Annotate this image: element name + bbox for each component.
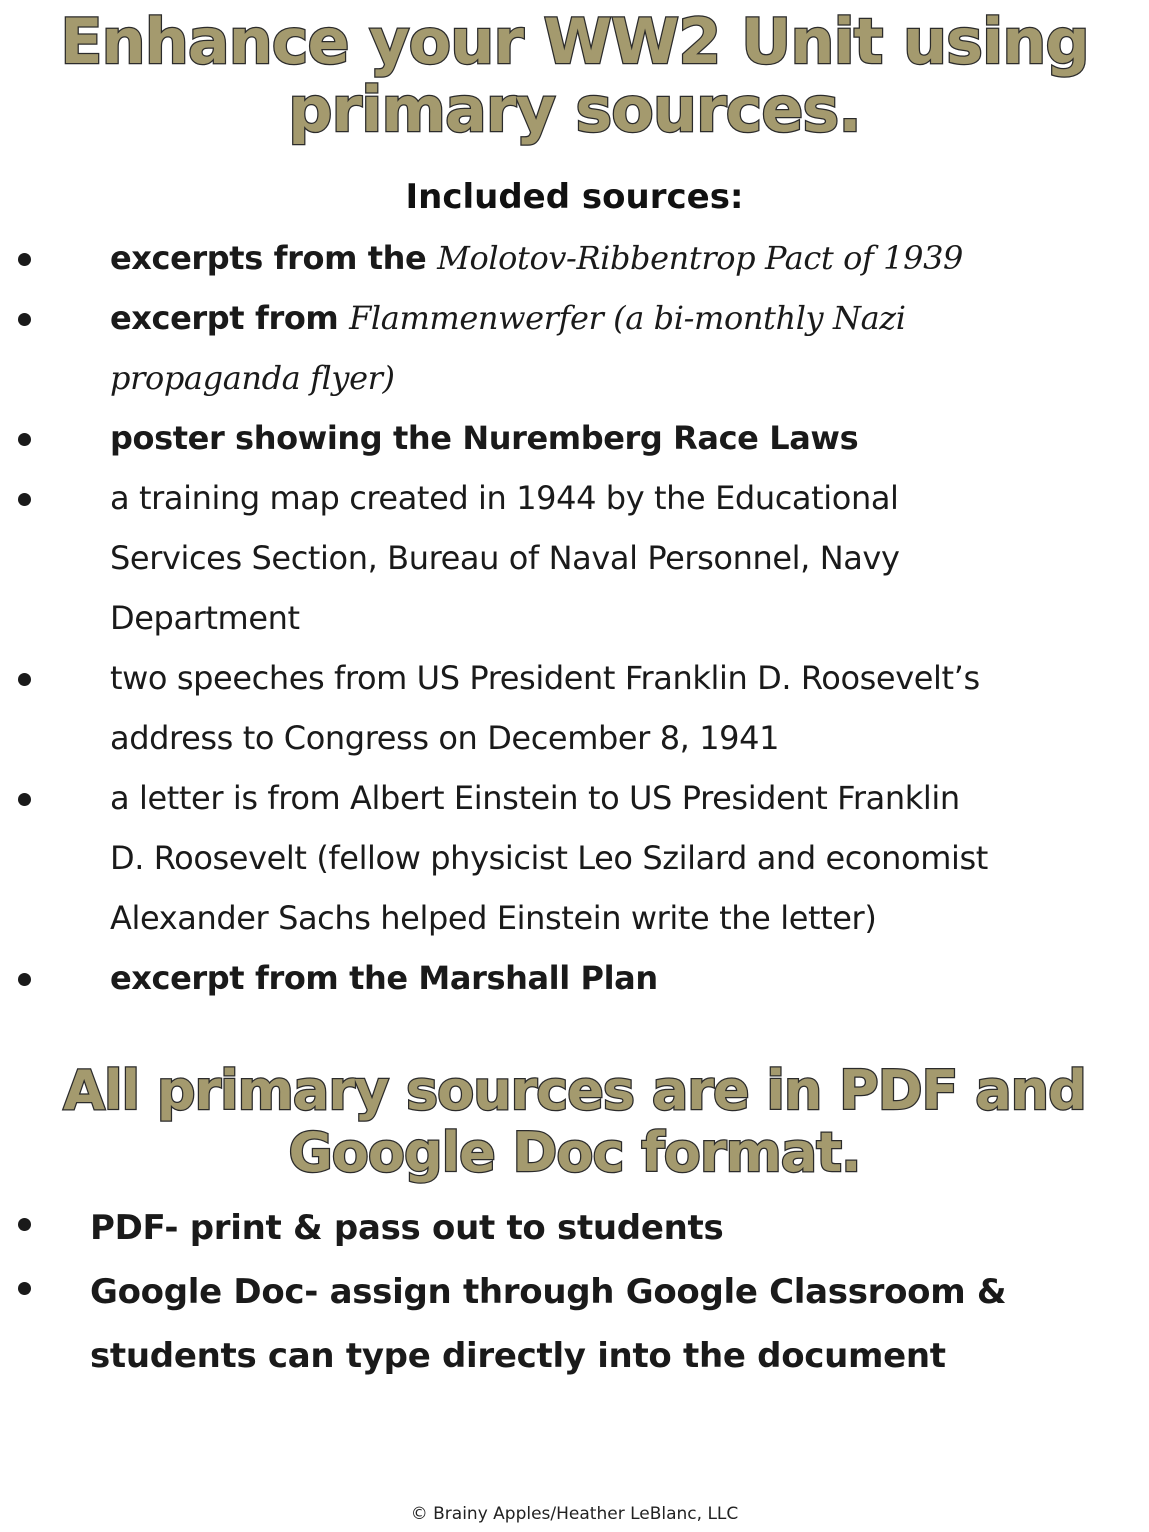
list-item-text: Department	[110, 599, 300, 637]
format-heading-line-2: Google Doc format.	[288, 1121, 861, 1184]
included-sources-heading: Included sources:	[405, 177, 744, 217]
list-item-text: a training map created in 1944 by the Educational	[110, 479, 899, 517]
copyright-footer: © Brainy Apples/Heather LeBlanc, LLC	[410, 1504, 739, 1524]
list-item	[110, 648, 1135, 768]
list-item	[110, 288, 1135, 408]
list-item	[110, 228, 1135, 288]
title-line-2: primary sources.	[288, 73, 861, 146]
sources-list	[110, 228, 1135, 1008]
list-item-text: Alexander Sachs helped Einstein write the letter)	[110, 899, 877, 937]
page-title	[0, 5, 1149, 146]
list-item-line: PDF- print & pass out to students	[90, 1208, 724, 1248]
list-item-line	[110, 288, 1135, 348]
list-item-line	[110, 768, 1135, 828]
bullet-icon	[18, 973, 31, 986]
list-item-line	[110, 408, 1135, 468]
list-item-line	[110, 948, 1135, 1008]
list-item	[90, 1260, 1135, 1388]
list-item-text: Services Section, Bureau of Naval Personnel, Navy	[110, 539, 900, 577]
source-title: Flammenwerfer (a bi-monthly Nazi	[349, 299, 906, 337]
bullet-icon	[18, 253, 31, 266]
list-item-line: students can type directly into the document	[90, 1336, 946, 1376]
list-item-text: excerpt from the Marshall Plan	[110, 959, 658, 997]
list-item-line	[110, 528, 1135, 588]
list-item-line	[110, 348, 1135, 408]
list-item-text: excerpts from the	[110, 239, 438, 277]
bullet-icon	[18, 793, 31, 806]
source-title: propaganda flyer)	[110, 359, 395, 397]
list-item-text: two speeches from US President Franklin D. Roosevelt’s	[110, 659, 980, 697]
formats-list	[90, 1196, 1135, 1388]
bullet-icon	[18, 673, 31, 686]
list-item	[110, 948, 1135, 1008]
list-item-line	[110, 888, 1135, 948]
bullet-icon	[18, 433, 31, 446]
bullet-icon	[18, 1218, 31, 1231]
list-item	[110, 408, 1135, 468]
bullet-icon	[18, 493, 31, 506]
source-title: Molotov-Ribbentrop Pact of 1939	[437, 239, 964, 277]
list-item-text: poster showing the Nuremberg Race Laws	[110, 419, 859, 457]
list-item-text: D. Roosevelt (fellow physicist Leo Szilard and economist	[110, 839, 988, 877]
bullet-icon	[18, 1282, 31, 1295]
list-item-line	[110, 588, 1135, 648]
list-item	[110, 468, 1135, 648]
list-item-text: a letter is from Albert Einstein to US President Franklin	[110, 779, 960, 817]
list-item-text: excerpt from	[110, 299, 350, 337]
list-item-line	[110, 228, 1135, 288]
list-item-line	[110, 708, 1135, 768]
list-item-line	[110, 828, 1135, 888]
format-heading-line-1: All primary sources are in PDF and	[63, 1059, 1086, 1122]
format-heading	[0, 1060, 1149, 1184]
bullet-icon	[18, 313, 31, 326]
list-item-line	[110, 648, 1135, 708]
list-item	[90, 1196, 1135, 1260]
list-item-line: Google Doc- assign through Google Classroom &	[90, 1272, 1007, 1312]
title-line-1: Enhance your WW2 Unit using	[60, 5, 1089, 78]
list-item-line	[110, 468, 1135, 528]
list-item-text: address to Congress on December 8, 1941	[110, 719, 780, 757]
list-item	[110, 768, 1135, 948]
